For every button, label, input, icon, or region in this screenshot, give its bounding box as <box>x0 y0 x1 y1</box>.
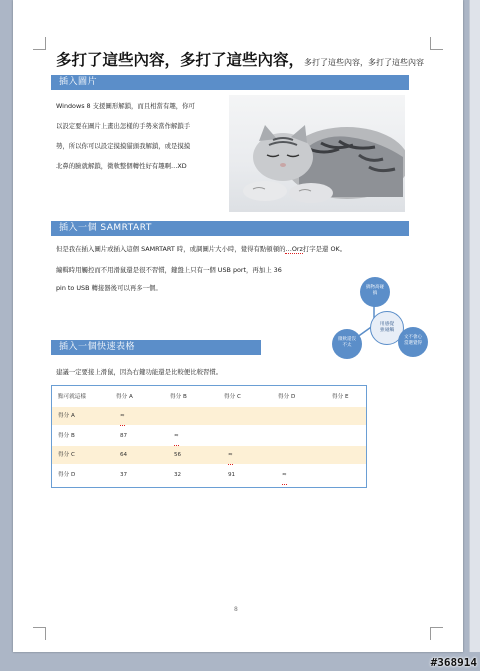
table-row <box>52 427 366 445</box>
heading-insert-picture[interactable]: 插入圖片 <box>51 75 409 90</box>
sleeping-cat-image <box>229 95 405 212</box>
spelling-error-word: …Orz <box>285 245 303 253</box>
table-cell[interactable]: 37 <box>120 472 128 478</box>
document-page <box>13 0 463 652</box>
cat-photo[interactable] <box>229 95 405 212</box>
table-row-label: 得分 A <box>58 413 75 419</box>
smartart-paragraph-line-3: pin to USB 轉接器後可以再多一個。 <box>56 284 162 292</box>
smartart-node-left-line-1: 微軟還沒 <box>338 337 356 342</box>
smartart-line-1-text: 但是我在插入圖片或插入這個 SAMRTART 時，或調圖片大小時，覺得有點頓頓的 <box>56 245 286 253</box>
crop-mark-bottom-left <box>33 627 46 640</box>
heading-insert-smartart[interactable]: 插入一個 SAMRTART <box>51 221 409 236</box>
smartart-node-right[interactable] <box>398 327 428 357</box>
smartart-node-left-line-2: 不太 <box>342 343 352 348</box>
vertical-scrollbar[interactable] <box>469 0 480 652</box>
table-header-cell: 得分 C <box>224 394 241 400</box>
picture-paragraph-line-4: 北鼻的臉就解鎖，微軟整個轉性好有趣啊…XD <box>56 162 187 170</box>
table-cell[interactable]: 32 <box>174 472 182 478</box>
table-cell[interactable]: 64 <box>120 452 128 458</box>
smartart-node-top[interactable] <box>360 277 390 307</box>
smartart-node-right-line-1: 文不會心 <box>404 335 422 340</box>
table-row-label: 得分 D <box>58 472 76 478</box>
table-cell[interactable]: 56 <box>174 452 182 458</box>
table-cell[interactable]: ≈ <box>174 427 179 446</box>
smartart-paragraph-line-1 <box>56 239 346 259</box>
table-row-label: 得分 B <box>58 433 75 439</box>
title-sub: 多打了這些內容，多打了這些內容 <box>304 58 425 67</box>
watermark-id: #368914 <box>430 656 477 669</box>
smartart-line-1-end: 打字是還 OK。 <box>302 245 347 253</box>
heading-insert-quick-table[interactable]: 插入一個快速表格 <box>51 340 261 355</box>
smartart-node-center-line-1: 用感覺 <box>379 322 395 327</box>
smartart-paragraph-line-2: 編輯時用觸控而不用滑鼠還是很不習慣，鍵盤上只有一個 USB port，再加上 36 <box>56 266 282 274</box>
table-row <box>52 466 366 484</box>
picture-paragraph-line-2: 以設定要在圖片上畫出怎樣的手勢來當作解鎖手 <box>56 122 191 130</box>
table-header-cell: 得分 A <box>116 394 133 400</box>
smartart-diagram[interactable] <box>326 277 436 376</box>
table-cell[interactable]: ≈ <box>228 446 233 465</box>
table-header-cell: 點可就這樣 <box>58 394 86 400</box>
table-cell[interactable]: 91 <box>228 472 236 478</box>
picture-paragraph-line-3: 勢，所以你可以設定摸摸貓頭我解鎖，或是摸摸 <box>56 142 191 150</box>
page-number: 8 <box>234 606 238 613</box>
table-cell[interactable]: ≈ <box>120 407 125 426</box>
smartart-node-top-line-1: 搞物高碰 <box>366 285 384 290</box>
table-cell[interactable]: 87 <box>120 433 128 439</box>
title-main: 多打了這些內容，多打了這些內容， <box>56 51 305 69</box>
table-row <box>52 407 366 425</box>
smartart-node-right-line-2: 當選覺得 <box>404 341 422 346</box>
table-header-row <box>52 388 366 406</box>
crop-mark-top-right <box>430 37 443 50</box>
smartart-node-top-line-2: 搞 <box>372 291 378 296</box>
crop-mark-bottom-right <box>430 627 443 640</box>
crop-mark-top-left <box>33 37 46 50</box>
table-header-cell: 得分 E <box>332 394 349 400</box>
smartart-node-center-line-2: 強碰觸 <box>379 328 395 333</box>
table-header-cell: 得分 B <box>170 394 187 400</box>
table-row <box>52 446 366 464</box>
smartart-node-left[interactable] <box>332 329 362 359</box>
document-title[interactable] <box>56 48 424 70</box>
table-intro-text: 建議一定要接上滑鼠，因為右鍵功能還是比較便比較習慣。 <box>56 368 223 376</box>
picture-paragraph-line-1: Windows 8 支援圖形解鎖，而且相當有趣，你可 <box>56 102 195 110</box>
table-header-cell: 得分 D <box>278 394 296 400</box>
quick-table[interactable] <box>51 385 367 488</box>
table-cell[interactable]: ≈ <box>282 466 287 485</box>
table-row-label: 得分 C <box>58 452 75 458</box>
